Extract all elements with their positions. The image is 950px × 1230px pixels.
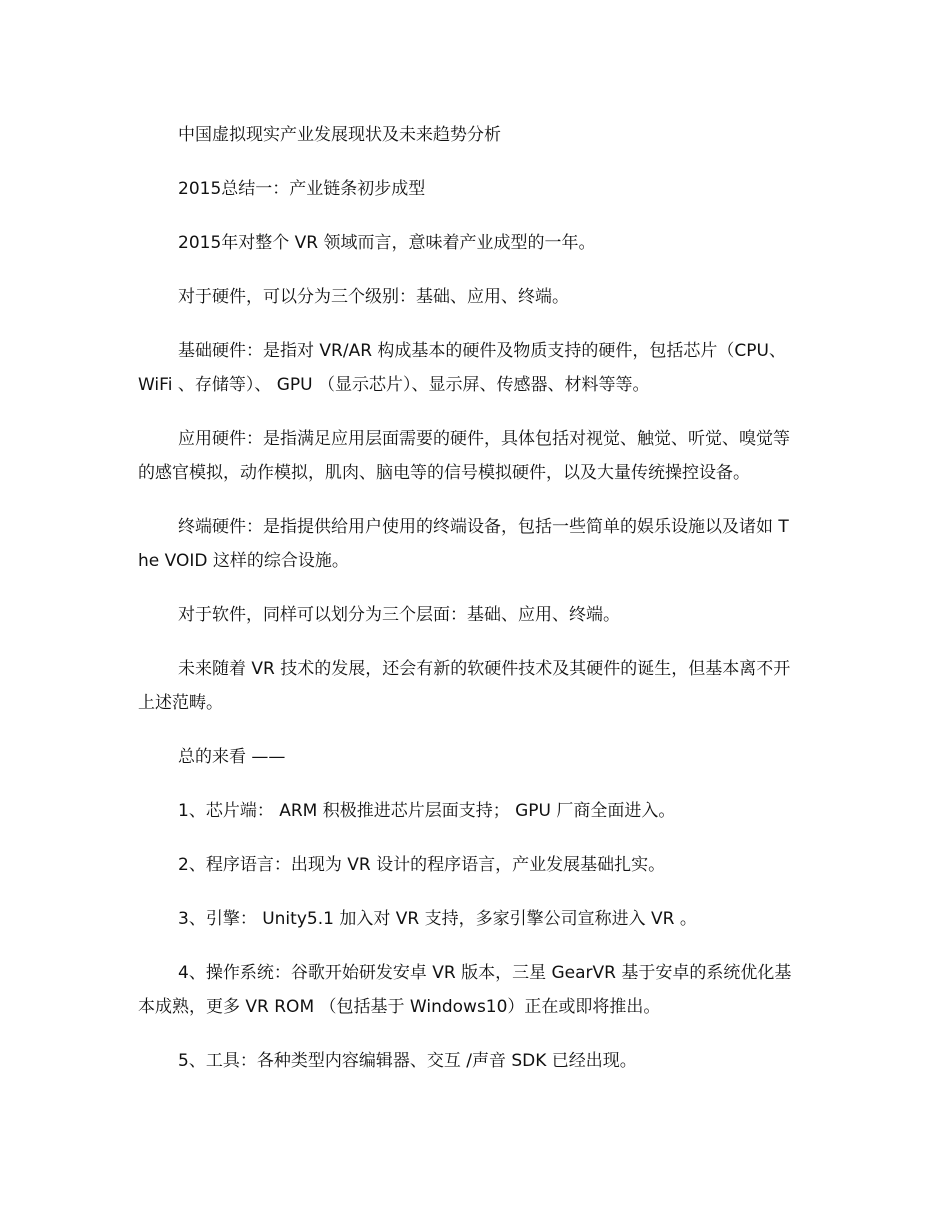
section-heading: 2015总结一：产业链条初步成型: [178, 179, 426, 199]
paragraph: 总的来看 ——: [178, 747, 286, 767]
paragraph: 对于硬件，可以分为三个级别：基础、应用、终端。: [178, 287, 569, 307]
paragraph: 应用硬件：是指满足应用层面需要的硬件，具体包括对视觉、触觉、听觉、嗅觉等的感官模拟，动作模拟，肌肉、脑电等的信号模拟硬件，以及大量传统操控设备。: [138, 429, 790, 483]
paragraph: 未来随着 VR 技术的发展，还会有新的软硬件技术及其硬件的诞生，但基本离不开上述范畴。: [138, 659, 791, 713]
paragraph: 对于软件，同样可以划分为三个层面：基础、应用、终端。: [178, 605, 620, 625]
paragraph: 2015年对整个 VR 领域而言，意味着产业成型的一年。: [178, 233, 596, 253]
list-item: 5、工具：各种类型内容编辑器、交互 /声音 SDK 已经出现。: [178, 1051, 637, 1071]
list-item: 2、程序语言：出现为 VR 设计的程序语言，产业发展基础扎实。: [178, 855, 666, 875]
paragraph: 基础硬件：是指对 VR/AR 构成基本的硬件及物质支持的硬件，包括芯片（CPU、WiFi 、存储等）、 GPU （显示芯片）、显示屏、传感器、材料等等。: [138, 341, 786, 395]
list-item: 1、芯片端： ARM 积极推进芯片层面支持； GPU 厂商全面进入。: [178, 801, 676, 821]
document-title: 中国虚拟现实产业发展现状及未来趋势分析: [178, 125, 501, 145]
list-item: 3、引擎： Unity5.1 加入对 VR 支持，多家引擎公司宣称进入 VR 。: [178, 909, 697, 929]
paragraph: 终端硬件：是指提供给用户使用的终端设备，包括一些简单的娱乐设施以及诸如 The VOID 这样的综合设施。: [138, 517, 789, 571]
document-body: [138, 118, 798, 1098]
list-item: 4、操作系统：谷歌开始研发安卓 VR 版本，三星 GearVR 基于安卓的系统优化基本成熟，更多 VR ROM （包括基于 Windows10）正在或即将推出。: [138, 963, 792, 1017]
